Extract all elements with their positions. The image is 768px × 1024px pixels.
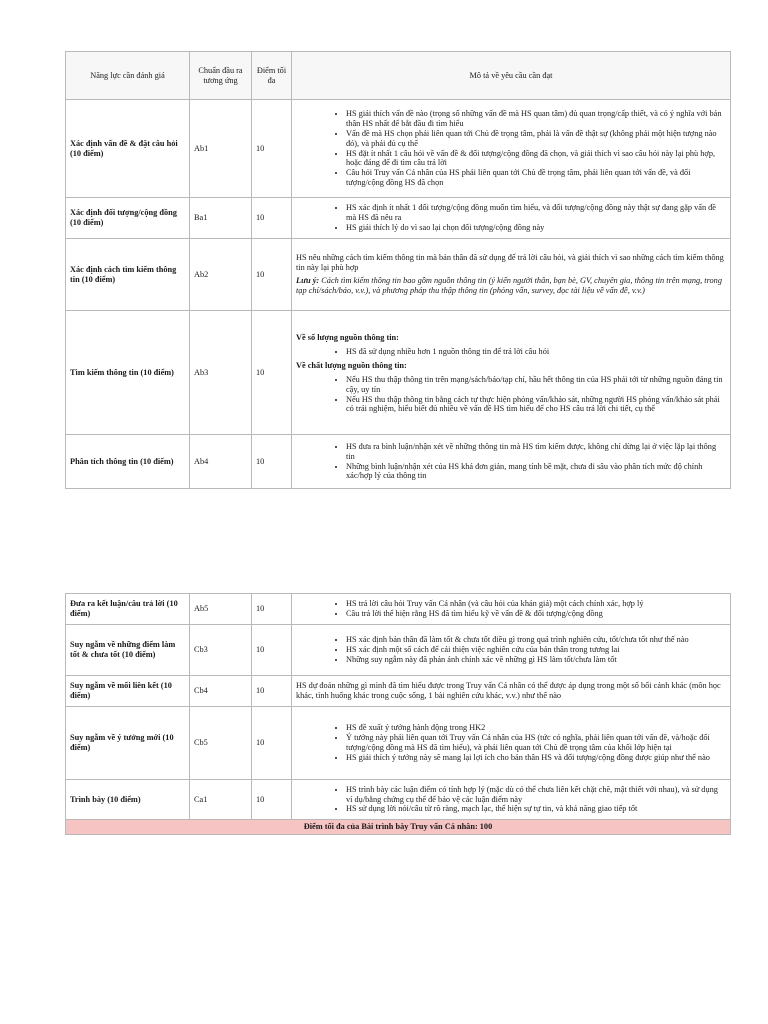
list-item: • HS đã sử dụng nhiều hơn 1 nguồn thông tin để trả lời câu hỏi bbox=[346, 347, 726, 357]
section-heading: Về số lượng nguồn thông tin: bbox=[296, 332, 399, 342]
max-points: 10 bbox=[252, 100, 292, 198]
max-points: 10 bbox=[252, 676, 292, 707]
outcome-code: Cb5 bbox=[190, 707, 252, 780]
note-body: Cách tìm kiếm thông tin bao gồm nguồn thông tin (ý kiến người thân, bạn bè, GV, chuyên gia, thông tin trên mạng, trong tạp chí/sách/báo, v.v.), và phương pháp thu thập thông tin (phỏng vấn, survey, đọc tài liệu về vấn đề, v.v.) bbox=[296, 276, 722, 295]
outcome-code: Ca1 bbox=[190, 780, 252, 820]
description-cell bbox=[292, 311, 731, 435]
list-item: • Câu trả lời thể hiện rằng HS đã tìm hiểu kỹ về vấn đề & đối tượng/cộng đồng bbox=[346, 609, 726, 619]
max-points: 10 bbox=[252, 625, 292, 676]
description-text: HS dự đoán những gì mình đã tìm hiểu được trong Truy vấn Cá nhân có thể được áp dụng trong một số bối cảnh khác (môn học khác, tình huống khác trong cuộc sống, 1 bài nghiên cứu khác, v.v.) như thế nào bbox=[296, 681, 721, 700]
list-item: • HS giải thích vấn đề nào (trọng số những vấn đề mà HS quan tâm) đủ quan trọng/cấp thiết, và có ý nghĩa với bản thân HS nhất để bắt đầu đi tìm hiểu bbox=[346, 109, 726, 129]
header-outcome: Chuẩn đầu ra tương ứng bbox=[190, 52, 252, 100]
list-item: • Ý tưởng này phải liên quan tới Truy vấn Cá nhân của HS (tức có nghĩa, phải liên quan tới vấn đề, và/hoặc đối tượng/cộng đồng mà HS đã tìm hiểu), và phải liên quan tới Chủ đề trọng tâm của khối lớp hiện tại bbox=[346, 733, 726, 753]
outcome-code: Ab3 bbox=[190, 311, 252, 435]
outcome-code: Ab5 bbox=[190, 594, 252, 625]
table-row bbox=[66, 198, 731, 239]
list-item: • HS đưa ra bình luận/nhận xét về những thông tin mà HS tìm kiếm được, không chỉ dừng lại ở việc lặp lại thông tin bbox=[346, 442, 726, 462]
note-label: Lưu ý: bbox=[296, 276, 320, 285]
header-max-points: Điểm tối đa bbox=[252, 52, 292, 100]
description-cell bbox=[292, 435, 731, 489]
header-description: Mô tả về yêu cầu cần đạt bbox=[292, 52, 731, 100]
criteria-cell: Xác định vấn đề & đặt câu hỏi (10 điểm) bbox=[66, 100, 190, 198]
max-points: 10 bbox=[252, 780, 292, 820]
list-item: • HS sử dụng lời nói/câu từ rõ ràng, mạch lạc, thể hiện sự tự tin, và khả năng giao tiếp tốt bbox=[346, 804, 726, 814]
table-row bbox=[66, 780, 731, 820]
max-points: 10 bbox=[252, 594, 292, 625]
max-points: 10 bbox=[252, 435, 292, 489]
criteria-cell: Xác định cách tìm kiếm thông tin (10 điểm) bbox=[66, 239, 190, 311]
criteria-cell: Đưa ra kết luận/câu trả lời (10 điểm) bbox=[66, 594, 190, 625]
list-item: • HS đặt ít nhất 1 câu hỏi về vấn đề & đối tượng/cộng đồng đã chọn, và giải thích vì sao câu hỏi này lại phù hợp, hoặc đáng để đi tìm câu trả lời bbox=[346, 149, 726, 169]
list-item: • HS giải thích ý tưởng này sẽ mang lại lợi ích cho bản thân HS và đối tượng/cộng đồng được giúp như thế nào bbox=[346, 753, 726, 763]
list-item: • HS đề xuất ý tưởng hành động trong HK2 bbox=[346, 723, 726, 733]
criteria-cell: Trình bày (10 điểm) bbox=[66, 780, 190, 820]
criteria-cell: Xác định đối tượng/cộng đồng (10 điểm) bbox=[66, 198, 190, 239]
list-item: • HS trình bày các luận điểm có tính hợp lý (mặc dù có thể chưa liên kết chặt chẽ, mật thiết với nhau), và sử dụng ví dụ/bằng chứng cụ thể để bảo vệ các luận điểm này bbox=[346, 785, 726, 805]
description-cell bbox=[292, 625, 731, 676]
table-row bbox=[66, 594, 731, 625]
header-row bbox=[66, 52, 731, 100]
list-item: • HS xác định một số cách để cải thiện việc nghiên cứu của bản thân trong tương lai bbox=[346, 645, 726, 655]
list-item: • HS xác định ít nhất 1 đối tượng/cộng đồng muốn tìm hiểu, và đối tượng/cộng đồng này thật sự đang gặp vấn đề mà HS đã nêu ra bbox=[346, 203, 726, 223]
table-row bbox=[66, 435, 731, 489]
table-row bbox=[66, 100, 731, 198]
criteria-cell: Tìm kiếm thông tin (10 điểm) bbox=[66, 311, 190, 435]
outcome-code: Ab1 bbox=[190, 100, 252, 198]
list-item: • HS giải thích lý do vì sao lại chọn đối tượng/cộng đồng này bbox=[346, 223, 726, 233]
list-item: • Câu hỏi Truy vấn Cá nhân của HS phải liên quan tới Chủ đề trọng tâm, phải liên quan tới vấn đề, và đối tượng/cộng đồng HS đã chọn bbox=[346, 168, 726, 188]
table-row bbox=[66, 676, 731, 707]
total-points-text: Điểm tối đa của Bài trình bày Truy vấn Cá nhân: 100 bbox=[66, 820, 731, 835]
section-heading: Về chất lượng nguồn thông tin: bbox=[296, 361, 407, 371]
table-row bbox=[66, 625, 731, 676]
description-cell bbox=[292, 676, 731, 707]
rubric-table-part-1 bbox=[65, 51, 731, 489]
criteria-cell: Suy ngẫm về mối liên kết (10 điểm) bbox=[66, 676, 190, 707]
criteria-cell: Suy ngẫm về những điểm làm tốt & chưa tốt (10 điểm) bbox=[66, 625, 190, 676]
description-cell bbox=[292, 594, 731, 625]
description-cell bbox=[292, 780, 731, 820]
outcome-code: Cb4 bbox=[190, 676, 252, 707]
total-row bbox=[66, 820, 731, 835]
description-cell bbox=[292, 100, 731, 198]
criteria-cell: Phân tích thông tin (10 điểm) bbox=[66, 435, 190, 489]
table-row bbox=[66, 311, 731, 435]
list-item: • Vấn đề mà HS chọn phải liên quan tới Chủ đề trọng tâm, phải là vấn đề thật sự (không phải một hiện tượng nào đó), và phải đủ cụ thể bbox=[346, 129, 726, 149]
outcome-code: Ab4 bbox=[190, 435, 252, 489]
outcome-code: Ba1 bbox=[190, 198, 252, 239]
list-item: • Những bình luận/nhận xét của HS khá đơn giản, mang tính bề mặt, chưa đi sâu vào phân tích mức độ chính xác/hợp lý của thông tin bbox=[346, 462, 726, 482]
list-item: • Nếu HS thu thập thông tin bằng cách tự thực hiện phỏng vấn/khảo sát, những người HS phỏng vấn/khảo sát phải có trải nghiệm, hiểu biết đủ nhiều về vấn đề HS tìm hiểu để cho HS câu trả lời chi tiết, cụ thể bbox=[346, 395, 726, 415]
max-points: 10 bbox=[252, 239, 292, 311]
description-cell bbox=[292, 239, 731, 311]
list-item: • HS xác định bản thân đã làm tốt & chưa tốt điều gì trong quá trình nghiên cứu, tốt/chưa tốt như thế nào bbox=[346, 635, 726, 645]
header-criteria: Năng lực cần đánh giá bbox=[66, 52, 190, 100]
table-row bbox=[66, 239, 731, 311]
table-row bbox=[66, 707, 731, 780]
note-text bbox=[296, 276, 726, 296]
max-points: 10 bbox=[252, 707, 292, 780]
list-item: • Những suy ngẫm này đã phản ánh chính xác về những gì HS làm tốt/chưa làm tốt bbox=[346, 655, 726, 665]
criteria-cell: Suy ngẫm về ý tưởng mới (10 điểm) bbox=[66, 707, 190, 780]
outcome-code: Ab2 bbox=[190, 239, 252, 311]
max-points: 10 bbox=[252, 198, 292, 239]
max-points: 10 bbox=[252, 311, 292, 435]
description-text: HS nêu những cách tìm kiếm thông tin mà bản thân đã sử dụng để trả lời câu hỏi, và giải thích vì sao những cách tìm kiếm thông tin này lại phù hợp bbox=[296, 253, 724, 273]
description-cell bbox=[292, 707, 731, 780]
description-cell bbox=[292, 198, 731, 239]
list-item: • HS trả lời câu hỏi Truy vấn Cá nhân (và câu hỏi của khán giả) một cách chính xác, hợp lý bbox=[346, 599, 726, 609]
list-item: • Nếu HS thu thập thông tin trên mạng/sách/báo/tạp chí, hầu hết thông tin của HS phải tới từ những nguồn đáng tin cậy, uy tín bbox=[346, 375, 726, 395]
outcome-code: Cb3 bbox=[190, 625, 252, 676]
rubric-table-part-2 bbox=[65, 593, 731, 835]
